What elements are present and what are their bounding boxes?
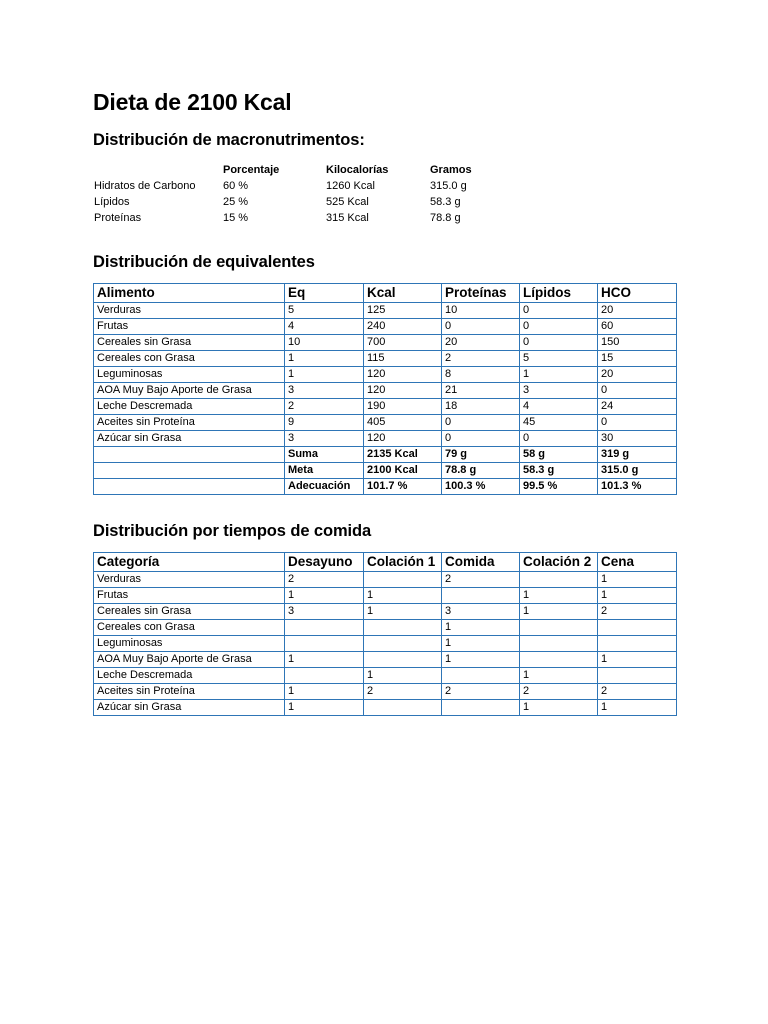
summary-cell: 319 g bbox=[598, 447, 677, 463]
table-row bbox=[94, 572, 677, 588]
table-cell bbox=[364, 636, 442, 652]
table-cell: 20 bbox=[442, 335, 520, 351]
meals-heading: Distribución por tiempos de comida bbox=[93, 522, 372, 540]
table-cell bbox=[442, 700, 520, 716]
summary-cell: 58 g bbox=[520, 447, 598, 463]
table-cell: 0 bbox=[598, 415, 677, 431]
table-cell: 1 bbox=[520, 700, 598, 716]
column-header: HCO bbox=[598, 284, 677, 303]
table-cell: 21 bbox=[442, 383, 520, 399]
table-cell: 1 bbox=[364, 604, 442, 620]
table-cell: 18 bbox=[442, 399, 520, 415]
table-cell: 1 bbox=[520, 367, 598, 383]
summary-cell: 2135 Kcal bbox=[364, 447, 442, 463]
macro-cell: 1260 Kcal bbox=[326, 180, 375, 192]
table-cell: 120 bbox=[364, 431, 442, 447]
table-cell: 120 bbox=[364, 367, 442, 383]
table-cell: 10 bbox=[285, 335, 364, 351]
summary-cell: 101.3 % bbox=[598, 479, 677, 495]
table-cell: 120 bbox=[364, 383, 442, 399]
macro-cell: 58.3 g bbox=[430, 196, 461, 208]
table-cell: 0 bbox=[520, 335, 598, 351]
macro-cell: 78.8 g bbox=[430, 212, 461, 224]
macro-cell: Lípidos bbox=[94, 196, 130, 208]
table-cell: 0 bbox=[520, 319, 598, 335]
table-row bbox=[94, 668, 677, 684]
table-cell bbox=[285, 668, 364, 684]
table-cell: 15 bbox=[598, 351, 677, 367]
column-header: Alimento bbox=[94, 284, 285, 303]
summary-cell: Meta bbox=[285, 463, 364, 479]
summary-cell: 2100 Kcal bbox=[364, 463, 442, 479]
table-cell: 3 bbox=[520, 383, 598, 399]
macro-cell: 25 % bbox=[223, 196, 249, 208]
table-row bbox=[94, 636, 677, 652]
table-row bbox=[94, 383, 677, 399]
table-cell: 1 bbox=[520, 588, 598, 604]
table-cell: 1 bbox=[285, 351, 364, 367]
table-cell bbox=[520, 620, 598, 636]
table-cell: 1 bbox=[364, 668, 442, 684]
table-cell: 2 bbox=[285, 399, 364, 415]
table-row bbox=[94, 367, 677, 383]
table-cell: 1 bbox=[285, 367, 364, 383]
table-cell: 5 bbox=[285, 303, 364, 319]
summary-cell: 101.7 % bbox=[364, 479, 442, 495]
table-cell: 2 bbox=[442, 351, 520, 367]
column-header: Kcal bbox=[364, 284, 442, 303]
summary-cell: 315.0 g bbox=[598, 463, 677, 479]
table-row bbox=[94, 652, 677, 668]
table-cell: 2 bbox=[520, 684, 598, 700]
column-header: Cena bbox=[598, 553, 677, 572]
summary-cell bbox=[94, 479, 285, 495]
table-header-row bbox=[94, 284, 677, 303]
macro-heading: Distribución de macronutrimentos: bbox=[93, 131, 365, 149]
table-cell: 0 bbox=[520, 303, 598, 319]
table-cell: Verduras bbox=[94, 303, 285, 319]
column-header: Proteínas bbox=[442, 284, 520, 303]
page-title: Dieta de 2100 Kcal bbox=[93, 89, 292, 115]
table-cell: Frutas bbox=[94, 319, 285, 335]
table-cell: 700 bbox=[364, 335, 442, 351]
table-cell: AOA Muy Bajo Aporte de Grasa bbox=[94, 383, 285, 399]
table-cell bbox=[598, 620, 677, 636]
table-cell: Cereales con Grasa bbox=[94, 351, 285, 367]
table-cell: 1 bbox=[285, 700, 364, 716]
table-cell bbox=[364, 620, 442, 636]
table-cell: 1 bbox=[520, 668, 598, 684]
summary-row bbox=[94, 447, 677, 463]
table-cell: 1 bbox=[364, 588, 442, 604]
table-row bbox=[94, 684, 677, 700]
table-row bbox=[94, 351, 677, 367]
table-cell: Leche Descremada bbox=[94, 399, 285, 415]
table-cell: Cereales sin Grasa bbox=[94, 335, 285, 351]
table-cell bbox=[520, 572, 598, 588]
table-cell: 240 bbox=[364, 319, 442, 335]
column-header: Desayuno bbox=[285, 553, 364, 572]
table-cell: AOA Muy Bajo Aporte de Grasa bbox=[94, 652, 285, 668]
summary-cell: 79 g bbox=[442, 447, 520, 463]
summary-cell: Adecuación bbox=[285, 479, 364, 495]
table-row bbox=[94, 303, 677, 319]
table-cell: 1 bbox=[285, 588, 364, 604]
table-cell: Leche Descremada bbox=[94, 668, 285, 684]
table-cell: Leguminosas bbox=[94, 636, 285, 652]
macro-cell: 525 Kcal bbox=[326, 196, 369, 208]
table-cell: 125 bbox=[364, 303, 442, 319]
table-cell: 10 bbox=[442, 303, 520, 319]
table-cell bbox=[520, 636, 598, 652]
table-cell: 2 bbox=[442, 684, 520, 700]
table-row bbox=[94, 431, 677, 447]
table-cell: Aceites sin Proteína bbox=[94, 684, 285, 700]
column-header: Categoría bbox=[94, 553, 285, 572]
table-cell: 4 bbox=[520, 399, 598, 415]
summary-cell: 99.5 % bbox=[520, 479, 598, 495]
table-cell: 1 bbox=[285, 652, 364, 668]
summary-cell: 78.8 g bbox=[442, 463, 520, 479]
table-cell: 0 bbox=[442, 431, 520, 447]
table-cell: 8 bbox=[442, 367, 520, 383]
table-row bbox=[94, 399, 677, 415]
macro-cell: Hidratos de Carbono bbox=[94, 180, 196, 192]
summary-cell: 100.3 % bbox=[442, 479, 520, 495]
table-cell: 24 bbox=[598, 399, 677, 415]
table-cell: 2 bbox=[442, 572, 520, 588]
table-row bbox=[94, 319, 677, 335]
table-cell: 1 bbox=[442, 620, 520, 636]
column-header: Kilocalorías bbox=[326, 164, 389, 176]
macro-cell: Proteínas bbox=[94, 212, 142, 224]
equivalents-table bbox=[93, 283, 677, 495]
table-cell: 60 bbox=[598, 319, 677, 335]
table-cell: 20 bbox=[598, 367, 677, 383]
column-header: Colación 1 bbox=[364, 553, 442, 572]
table-row bbox=[94, 415, 677, 431]
column-header: Gramos bbox=[430, 164, 472, 176]
table-cell bbox=[598, 668, 677, 684]
table-cell: 4 bbox=[285, 319, 364, 335]
macro-cell: 315 Kcal bbox=[326, 212, 369, 224]
table-cell bbox=[442, 668, 520, 684]
table-cell: Aceites sin Proteína bbox=[94, 415, 285, 431]
column-header: Comida bbox=[442, 553, 520, 572]
macro-cell: 315.0 g bbox=[430, 180, 467, 192]
table-cell bbox=[364, 572, 442, 588]
table-cell: 1 bbox=[598, 588, 677, 604]
column-header: Colación 2 bbox=[520, 553, 598, 572]
table-cell bbox=[364, 700, 442, 716]
table-row bbox=[94, 620, 677, 636]
table-cell: 0 bbox=[442, 319, 520, 335]
table-cell bbox=[442, 588, 520, 604]
table-cell: 2 bbox=[598, 604, 677, 620]
table-cell: 190 bbox=[364, 399, 442, 415]
macro-cell: 60 % bbox=[223, 180, 249, 192]
table-cell: 1 bbox=[520, 604, 598, 620]
table-cell bbox=[285, 636, 364, 652]
table-cell: Azúcar sin Grasa bbox=[94, 431, 285, 447]
table-cell bbox=[364, 652, 442, 668]
table-cell: Frutas bbox=[94, 588, 285, 604]
table-cell: 5 bbox=[520, 351, 598, 367]
table-row bbox=[94, 335, 677, 351]
table-cell: 9 bbox=[285, 415, 364, 431]
table-cell bbox=[285, 620, 364, 636]
table-header-row bbox=[94, 553, 677, 572]
table-cell bbox=[520, 652, 598, 668]
summary-cell: Suma bbox=[285, 447, 364, 463]
table-cell: 0 bbox=[442, 415, 520, 431]
table-cell: 0 bbox=[598, 383, 677, 399]
table-cell: 3 bbox=[285, 604, 364, 620]
table-cell: 3 bbox=[285, 383, 364, 399]
table-row bbox=[94, 604, 677, 620]
column-header: Lípidos bbox=[520, 284, 598, 303]
table-cell: Leguminosas bbox=[94, 367, 285, 383]
table-cell: 30 bbox=[598, 431, 677, 447]
table-cell: 405 bbox=[364, 415, 442, 431]
table-cell: 2 bbox=[364, 684, 442, 700]
table-cell: 45 bbox=[520, 415, 598, 431]
table-cell: 1 bbox=[598, 700, 677, 716]
meals-table bbox=[93, 552, 677, 716]
summary-row bbox=[94, 463, 677, 479]
table-cell: 3 bbox=[285, 431, 364, 447]
summary-cell: 58.3 g bbox=[520, 463, 598, 479]
column-header: Porcentaje bbox=[223, 164, 280, 176]
table-cell: Cereales sin Grasa bbox=[94, 604, 285, 620]
table-cell: 2 bbox=[285, 572, 364, 588]
table-cell: 1 bbox=[442, 652, 520, 668]
table-cell: 20 bbox=[598, 303, 677, 319]
table-row bbox=[94, 700, 677, 716]
table-cell: 1 bbox=[598, 572, 677, 588]
table-cell: 1 bbox=[598, 652, 677, 668]
table-cell: 2 bbox=[598, 684, 677, 700]
table-cell bbox=[598, 636, 677, 652]
table-cell: Verduras bbox=[94, 572, 285, 588]
summary-cell bbox=[94, 447, 285, 463]
equivalents-heading: Distribución de equivalentes bbox=[93, 253, 315, 271]
macro-cell: 15 % bbox=[223, 212, 249, 224]
table-cell: 115 bbox=[364, 351, 442, 367]
table-cell: 1 bbox=[285, 684, 364, 700]
table-row bbox=[94, 588, 677, 604]
table-cell: 0 bbox=[520, 431, 598, 447]
table-cell: Azúcar sin Grasa bbox=[94, 700, 285, 716]
summary-cell bbox=[94, 463, 285, 479]
summary-row bbox=[94, 479, 677, 495]
table-cell: 3 bbox=[442, 604, 520, 620]
table-cell: 150 bbox=[598, 335, 677, 351]
table-cell: 1 bbox=[442, 636, 520, 652]
column-header: Eq bbox=[285, 284, 364, 303]
table-cell: Cereales con Grasa bbox=[94, 620, 285, 636]
